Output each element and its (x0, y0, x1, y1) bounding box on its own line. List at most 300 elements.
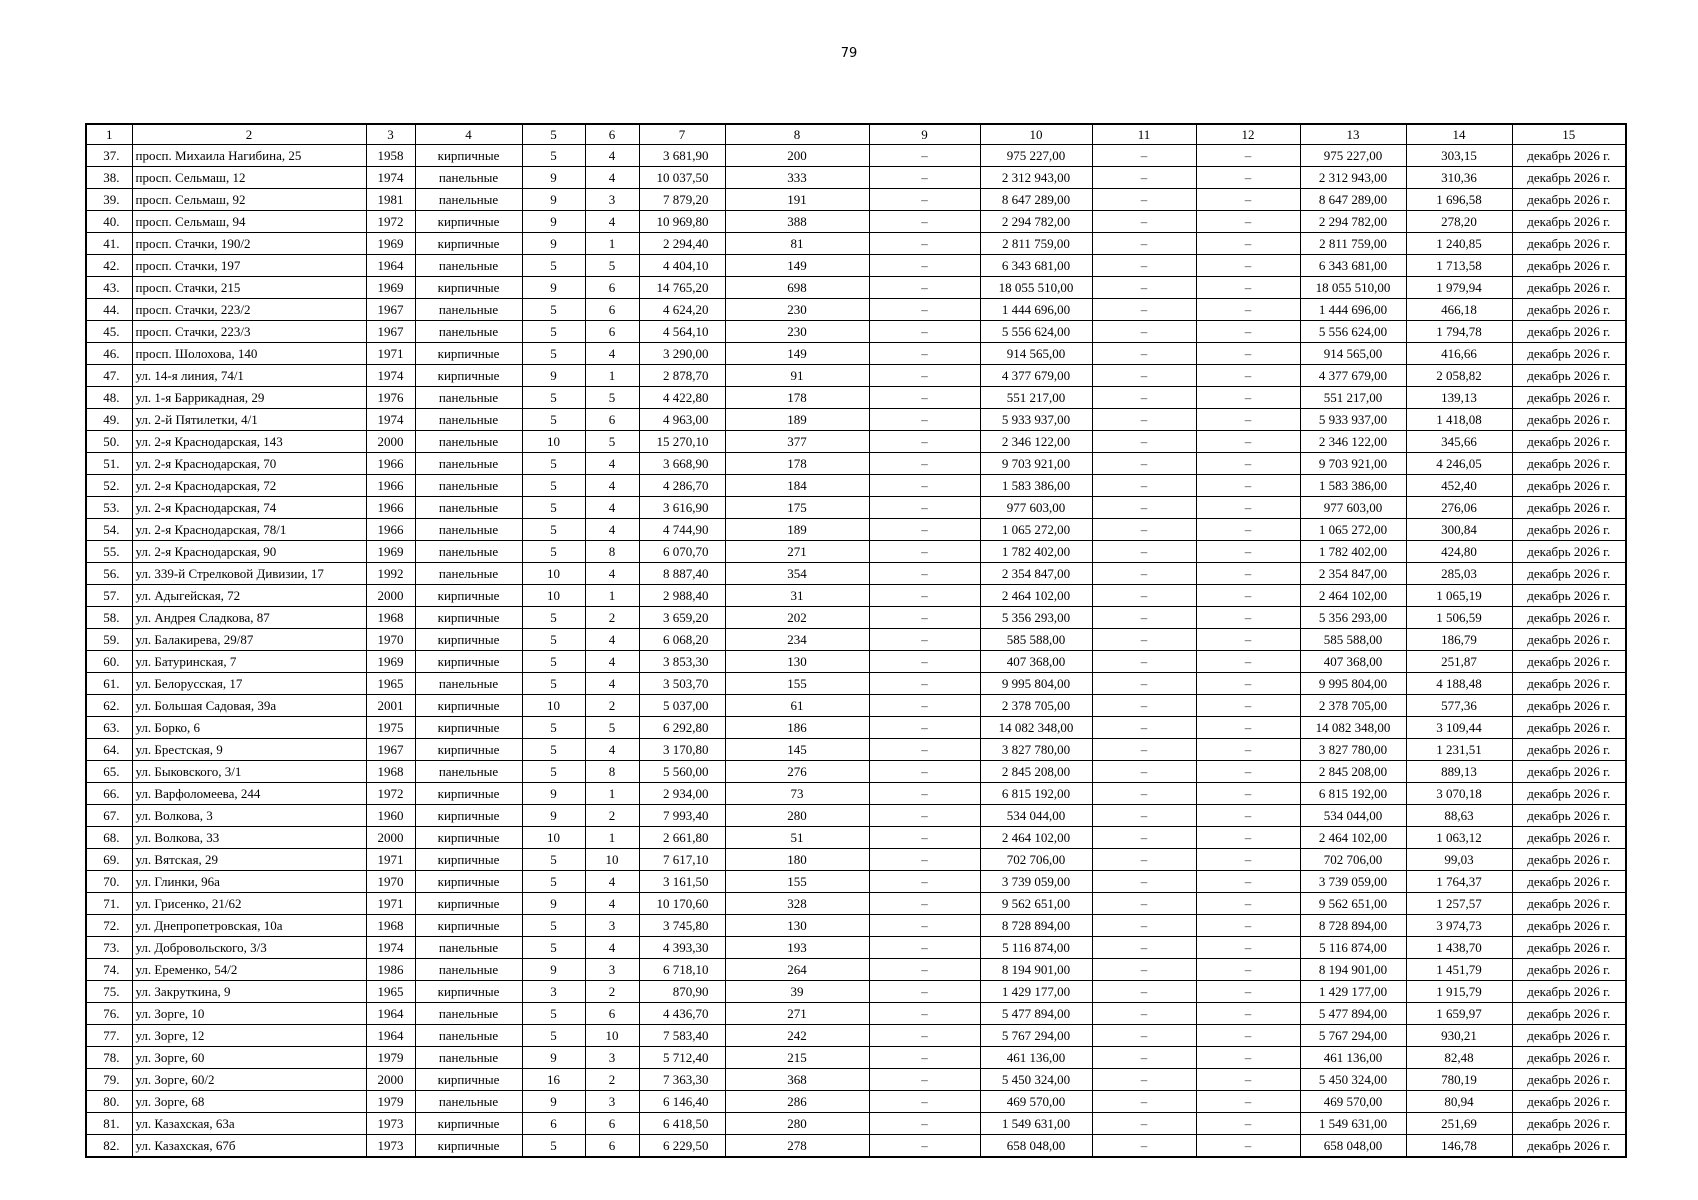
table-row (86, 915, 1626, 937)
cell-cost-col-9: – (869, 1091, 980, 1113)
cell-cost-per-sqm: 1 659,97 (1406, 1003, 1512, 1025)
cell-total-area: 4 422,80 (639, 387, 725, 409)
cell-floors: 3 (522, 981, 585, 1003)
cell-year-built: 1970 (366, 871, 415, 893)
cell-cost-col-13: 702 706,00 (1300, 849, 1406, 871)
cell-total-area: 3 503,70 (639, 673, 725, 695)
cell-year-built: 1974 (366, 365, 415, 387)
cell-address: ул. Казахская, 63а (132, 1113, 366, 1135)
cell-cost-col-13: 2 346 122,00 (1300, 431, 1406, 453)
cell-floors: 5 (522, 321, 585, 343)
column-header: 12 (1196, 124, 1300, 145)
cell-floors: 9 (522, 893, 585, 915)
cell-cost-col-13: 585 588,00 (1300, 629, 1406, 651)
cell-cost-total: 1 782 402,00 (980, 541, 1092, 563)
column-header: 3 (366, 124, 415, 145)
cell-year-built: 1981 (366, 189, 415, 211)
cell-completion-date: декабрь 2026 г. (1512, 651, 1626, 673)
cell-residents: 234 (725, 629, 869, 651)
cell-cost-col-11: – (1092, 1113, 1196, 1135)
cell-floors: 5 (522, 629, 585, 651)
cell-cost-col-9: – (869, 915, 980, 937)
cell-residents: 286 (725, 1091, 869, 1113)
cell-residents: 202 (725, 607, 869, 629)
cell-entrances: 3 (585, 189, 639, 211)
cell-cost-col-11: – (1092, 387, 1196, 409)
cell-cost-col-11: – (1092, 937, 1196, 959)
cell-row-number: 49. (86, 409, 132, 431)
table-row (86, 695, 1626, 717)
cell-residents: 354 (725, 563, 869, 585)
cell-completion-date: декабрь 2026 г. (1512, 1003, 1626, 1025)
cell-cost-col-12: – (1196, 1003, 1300, 1025)
cell-completion-date: декабрь 2026 г. (1512, 607, 1626, 629)
cell-total-area: 4 436,70 (639, 1003, 725, 1025)
cell-year-built: 1973 (366, 1135, 415, 1158)
cell-wall-material: кирпичные (415, 981, 522, 1003)
cell-completion-date: декабрь 2026 г. (1512, 409, 1626, 431)
cell-cost-col-12: – (1196, 277, 1300, 299)
cell-year-built: 1967 (366, 739, 415, 761)
cell-cost-col-12: – (1196, 1069, 1300, 1091)
cell-cost-col-9: – (869, 211, 980, 233)
cell-total-area: 3 290,00 (639, 343, 725, 365)
cell-cost-col-12: – (1196, 849, 1300, 871)
cell-cost-col-12: – (1196, 783, 1300, 805)
cell-cost-col-11: – (1092, 409, 1196, 431)
table-row (86, 981, 1626, 1003)
cell-residents: 51 (725, 827, 869, 849)
cell-entrances: 2 (585, 695, 639, 717)
cell-total-area: 3 668,90 (639, 453, 725, 475)
cell-year-built: 1974 (366, 937, 415, 959)
cell-wall-material: кирпичные (415, 695, 522, 717)
cell-cost-col-13: 9 995 804,00 (1300, 673, 1406, 695)
cell-total-area: 15 270,10 (639, 431, 725, 453)
cell-cost-col-11: – (1092, 717, 1196, 739)
table-row (86, 321, 1626, 343)
cell-cost-col-13: 14 082 348,00 (1300, 717, 1406, 739)
cell-completion-date: декабрь 2026 г. (1512, 915, 1626, 937)
cell-cost-total: 2 811 759,00 (980, 233, 1092, 255)
cell-residents: 130 (725, 651, 869, 673)
cell-cost-col-13: 1 429 177,00 (1300, 981, 1406, 1003)
cell-cost-col-11: – (1092, 783, 1196, 805)
cell-cost-col-9: – (869, 299, 980, 321)
table-row (86, 409, 1626, 431)
cell-cost-per-sqm: 303,15 (1406, 145, 1512, 167)
cell-total-area: 3 745,80 (639, 915, 725, 937)
cell-address: ул. Борко, 6 (132, 717, 366, 739)
cell-cost-col-13: 2 354 847,00 (1300, 563, 1406, 585)
cell-cost-total: 3 739 059,00 (980, 871, 1092, 893)
cell-entrances: 4 (585, 937, 639, 959)
cell-row-number: 51. (86, 453, 132, 475)
cell-address: ул. Вятская, 29 (132, 849, 366, 871)
cell-total-area: 6 718,10 (639, 959, 725, 981)
cell-cost-col-9: – (869, 233, 980, 255)
table-row (86, 1047, 1626, 1069)
cell-cost-col-13: 9 703 921,00 (1300, 453, 1406, 475)
housing-register-table (85, 123, 1627, 1158)
cell-year-built: 1967 (366, 321, 415, 343)
cell-entrances: 3 (585, 1047, 639, 1069)
cell-address: ул. Зорге, 60 (132, 1047, 366, 1069)
cell-completion-date: декабрь 2026 г. (1512, 1047, 1626, 1069)
cell-cost-col-13: 534 044,00 (1300, 805, 1406, 827)
cell-address: ул. Глинки, 96а (132, 871, 366, 893)
cell-cost-total: 5 356 293,00 (980, 607, 1092, 629)
cell-address: ул. Варфоломеева, 244 (132, 783, 366, 805)
cell-cost-col-11: – (1092, 1091, 1196, 1113)
table-row (86, 299, 1626, 321)
cell-cost-col-9: – (869, 343, 980, 365)
cell-residents: 39 (725, 981, 869, 1003)
cell-cost-col-12: – (1196, 563, 1300, 585)
cell-address: ул. Зорге, 68 (132, 1091, 366, 1113)
cell-cost-total: 1 583 386,00 (980, 475, 1092, 497)
cell-cost-total: 551 217,00 (980, 387, 1092, 409)
cell-cost-per-sqm: 345,66 (1406, 431, 1512, 453)
cell-row-number: 76. (86, 1003, 132, 1025)
cell-cost-col-13: 461 136,00 (1300, 1047, 1406, 1069)
table-row (86, 167, 1626, 189)
cell-cost-total: 9 995 804,00 (980, 673, 1092, 695)
cell-cost-col-11: – (1092, 563, 1196, 585)
cell-cost-per-sqm: 276,06 (1406, 497, 1512, 519)
cell-cost-col-9: – (869, 585, 980, 607)
cell-residents: 61 (725, 695, 869, 717)
cell-year-built: 1968 (366, 761, 415, 783)
cell-cost-col-12: – (1196, 167, 1300, 189)
cell-year-built: 1964 (366, 255, 415, 277)
cell-cost-total: 6 815 192,00 (980, 783, 1092, 805)
cell-completion-date: декабрь 2026 г. (1512, 629, 1626, 651)
cell-cost-per-sqm: 1 764,37 (1406, 871, 1512, 893)
cell-cost-col-9: – (869, 1069, 980, 1091)
cell-cost-col-12: – (1196, 739, 1300, 761)
cell-address: ул. Брестская, 9 (132, 739, 366, 761)
cell-row-number: 47. (86, 365, 132, 387)
cell-address: просп. Михаила Нагибина, 25 (132, 145, 366, 167)
cell-total-area: 6 418,50 (639, 1113, 725, 1135)
table-row (86, 739, 1626, 761)
table-row (86, 585, 1626, 607)
cell-cost-col-11: – (1092, 475, 1196, 497)
table-row (86, 937, 1626, 959)
cell-cost-col-11: – (1092, 893, 1196, 915)
cell-cost-col-13: 1 444 696,00 (1300, 299, 1406, 321)
cell-floors: 9 (522, 167, 585, 189)
cell-year-built: 1965 (366, 981, 415, 1003)
cell-cost-col-12: – (1196, 145, 1300, 167)
cell-residents: 215 (725, 1047, 869, 1069)
cell-total-area: 3 170,80 (639, 739, 725, 761)
cell-floors: 5 (522, 607, 585, 629)
cell-total-area: 4 564,10 (639, 321, 725, 343)
cell-residents: 193 (725, 937, 869, 959)
cell-cost-total: 585 588,00 (980, 629, 1092, 651)
cell-residents: 368 (725, 1069, 869, 1091)
cell-year-built: 1971 (366, 343, 415, 365)
cell-cost-per-sqm: 1 696,58 (1406, 189, 1512, 211)
cell-cost-col-12: – (1196, 453, 1300, 475)
cell-residents: 149 (725, 255, 869, 277)
cell-total-area: 7 879,20 (639, 189, 725, 211)
cell-entrances: 2 (585, 981, 639, 1003)
cell-cost-total: 461 136,00 (980, 1047, 1092, 1069)
cell-wall-material: кирпичные (415, 343, 522, 365)
cell-cost-col-12: – (1196, 805, 1300, 827)
cell-floors: 10 (522, 827, 585, 849)
cell-cost-col-11: – (1092, 277, 1196, 299)
cell-entrances: 4 (585, 651, 639, 673)
cell-total-area: 3 616,90 (639, 497, 725, 519)
cell-floors: 10 (522, 585, 585, 607)
cell-year-built: 1966 (366, 519, 415, 541)
cell-address: ул. Грисенко, 21/62 (132, 893, 366, 915)
cell-row-number: 80. (86, 1091, 132, 1113)
cell-cost-col-12: – (1196, 827, 1300, 849)
cell-year-built: 1973 (366, 1113, 415, 1135)
cell-cost-per-sqm: 1 451,79 (1406, 959, 1512, 981)
cell-address: просп. Шолохова, 140 (132, 343, 366, 365)
cell-entrances: 3 (585, 959, 639, 981)
cell-row-number: 78. (86, 1047, 132, 1069)
cell-residents: 280 (725, 1113, 869, 1135)
cell-total-area: 14 765,20 (639, 277, 725, 299)
cell-floors: 9 (522, 211, 585, 233)
cell-residents: 180 (725, 849, 869, 871)
cell-total-area: 2 878,70 (639, 365, 725, 387)
table-row (86, 1113, 1626, 1135)
cell-row-number: 61. (86, 673, 132, 695)
cell-cost-col-12: – (1196, 299, 1300, 321)
cell-completion-date: декабрь 2026 г. (1512, 673, 1626, 695)
cell-cost-col-13: 2 378 705,00 (1300, 695, 1406, 717)
cell-cost-col-11: – (1092, 343, 1196, 365)
table-row (86, 563, 1626, 585)
cell-cost-per-sqm: 1 915,79 (1406, 981, 1512, 1003)
cell-entrances: 1 (585, 827, 639, 849)
cell-completion-date: декабрь 2026 г. (1512, 893, 1626, 915)
cell-cost-total: 975 227,00 (980, 145, 1092, 167)
cell-year-built: 1975 (366, 717, 415, 739)
cell-total-area: 5 560,00 (639, 761, 725, 783)
cell-address: ул. Балакирева, 29/87 (132, 629, 366, 651)
cell-total-area: 3 659,20 (639, 607, 725, 629)
cell-cost-col-9: – (869, 1025, 980, 1047)
cell-cost-per-sqm: 466,18 (1406, 299, 1512, 321)
cell-completion-date: декабрь 2026 г. (1512, 1091, 1626, 1113)
cell-cost-total: 1 065 272,00 (980, 519, 1092, 541)
cell-cost-col-11: – (1092, 453, 1196, 475)
cell-cost-col-13: 5 556 624,00 (1300, 321, 1406, 343)
cell-cost-col-9: – (869, 651, 980, 673)
cell-address: ул. Днепропетровская, 10а (132, 915, 366, 937)
column-header: 14 (1406, 124, 1512, 145)
cell-cost-col-12: – (1196, 695, 1300, 717)
cell-completion-date: декабрь 2026 г. (1512, 321, 1626, 343)
cell-floors: 16 (522, 1069, 585, 1091)
cell-cost-col-11: – (1092, 607, 1196, 629)
cell-residents: 280 (725, 805, 869, 827)
cell-cost-col-12: – (1196, 607, 1300, 629)
cell-year-built: 2001 (366, 695, 415, 717)
cell-row-number: 74. (86, 959, 132, 981)
cell-row-number: 73. (86, 937, 132, 959)
cell-floors: 5 (522, 717, 585, 739)
cell-cost-col-13: 2 464 102,00 (1300, 827, 1406, 849)
cell-cost-col-12: – (1196, 497, 1300, 519)
cell-cost-col-9: – (869, 541, 980, 563)
cell-cost-total: 2 354 847,00 (980, 563, 1092, 585)
cell-wall-material: панельные (415, 937, 522, 959)
cell-address: ул. Закруткина, 9 (132, 981, 366, 1003)
cell-wall-material: кирпичные (415, 651, 522, 673)
cell-wall-material: панельные (415, 959, 522, 981)
cell-residents: 278 (725, 1135, 869, 1158)
cell-cost-col-9: – (869, 255, 980, 277)
cell-wall-material: кирпичные (415, 1113, 522, 1135)
cell-total-area: 5 712,40 (639, 1047, 725, 1069)
cell-cost-col-13: 2 464 102,00 (1300, 585, 1406, 607)
table-row (86, 519, 1626, 541)
cell-cost-col-9: – (869, 827, 980, 849)
cell-cost-total: 658 048,00 (980, 1135, 1092, 1158)
cell-address: просп. Стачки, 215 (132, 277, 366, 299)
cell-cost-col-13: 4 377 679,00 (1300, 365, 1406, 387)
cell-address: просп. Сельмаш, 94 (132, 211, 366, 233)
cell-residents: 189 (725, 519, 869, 541)
cell-row-number: 46. (86, 343, 132, 365)
cell-year-built: 2000 (366, 585, 415, 607)
cell-completion-date: декабрь 2026 г. (1512, 585, 1626, 607)
cell-cost-total: 702 706,00 (980, 849, 1092, 871)
cell-wall-material: панельные (415, 409, 522, 431)
cell-cost-total: 5 556 624,00 (980, 321, 1092, 343)
cell-cost-total: 5 116 874,00 (980, 937, 1092, 959)
cell-cost-per-sqm: 82,48 (1406, 1047, 1512, 1069)
cell-cost-col-9: – (869, 1003, 980, 1025)
cell-cost-col-13: 2 845 208,00 (1300, 761, 1406, 783)
cell-year-built: 1966 (366, 497, 415, 519)
cell-cost-per-sqm: 251,87 (1406, 651, 1512, 673)
cell-cost-col-9: – (869, 849, 980, 871)
cell-cost-col-11: – (1092, 1025, 1196, 1047)
cell-cost-col-12: – (1196, 893, 1300, 915)
cell-cost-col-12: – (1196, 387, 1300, 409)
cell-cost-col-12: – (1196, 629, 1300, 651)
cell-wall-material: панельные (415, 321, 522, 343)
cell-row-number: 59. (86, 629, 132, 651)
cell-completion-date: декабрь 2026 г. (1512, 233, 1626, 255)
cell-total-area: 4 393,30 (639, 937, 725, 959)
cell-cost-col-9: – (869, 1135, 980, 1158)
column-header: 9 (869, 124, 980, 145)
cell-total-area: 6 146,40 (639, 1091, 725, 1113)
cell-wall-material: кирпичные (415, 211, 522, 233)
table-row (86, 365, 1626, 387)
cell-row-number: 75. (86, 981, 132, 1003)
cell-cost-total: 14 082 348,00 (980, 717, 1092, 739)
table-row (86, 761, 1626, 783)
cell-floors: 5 (522, 541, 585, 563)
cell-residents: 149 (725, 343, 869, 365)
cell-wall-material: панельные (415, 1003, 522, 1025)
cell-address: просп. Сельмаш, 12 (132, 167, 366, 189)
column-header: 7 (639, 124, 725, 145)
cell-entrances: 6 (585, 1113, 639, 1135)
cell-entrances: 4 (585, 167, 639, 189)
cell-cost-per-sqm: 889,13 (1406, 761, 1512, 783)
table-row (86, 541, 1626, 563)
cell-residents: 186 (725, 717, 869, 739)
cell-wall-material: панельные (415, 387, 522, 409)
cell-cost-per-sqm: 1 438,70 (1406, 937, 1512, 959)
cell-cost-total: 2 294 782,00 (980, 211, 1092, 233)
cell-total-area: 8 887,40 (639, 563, 725, 585)
cell-cost-col-9: – (869, 167, 980, 189)
cell-entrances: 4 (585, 497, 639, 519)
cell-row-number: 79. (86, 1069, 132, 1091)
cell-wall-material: кирпичные (415, 607, 522, 629)
cell-cost-col-9: – (869, 695, 980, 717)
table-row (86, 783, 1626, 805)
cell-completion-date: декабрь 2026 г. (1512, 1025, 1626, 1047)
column-header: 5 (522, 124, 585, 145)
cell-row-number: 68. (86, 827, 132, 849)
cell-completion-date: декабрь 2026 г. (1512, 519, 1626, 541)
cell-wall-material: панельные (415, 673, 522, 695)
cell-completion-date: декабрь 2026 г. (1512, 849, 1626, 871)
cell-total-area: 7 583,40 (639, 1025, 725, 1047)
cell-row-number: 40. (86, 211, 132, 233)
cell-completion-date: декабрь 2026 г. (1512, 783, 1626, 805)
cell-cost-col-9: – (869, 475, 980, 497)
cell-entrances: 4 (585, 673, 639, 695)
cell-cost-per-sqm: 452,40 (1406, 475, 1512, 497)
cell-address: просп. Стачки, 223/2 (132, 299, 366, 321)
cell-cost-total: 5 450 324,00 (980, 1069, 1092, 1091)
cell-residents: 189 (725, 409, 869, 431)
cell-cost-col-11: – (1092, 673, 1196, 695)
cell-year-built: 1969 (366, 651, 415, 673)
cell-address: просп. Стачки, 223/3 (132, 321, 366, 343)
cell-floors: 10 (522, 431, 585, 453)
cell-wall-material: кирпичные (415, 365, 522, 387)
cell-entrances: 6 (585, 321, 639, 343)
cell-total-area: 4 624,20 (639, 299, 725, 321)
cell-wall-material: кирпичные (415, 915, 522, 937)
cell-row-number: 48. (86, 387, 132, 409)
cell-total-area: 2 988,40 (639, 585, 725, 607)
cell-cost-col-11: – (1092, 365, 1196, 387)
cell-total-area: 2 661,80 (639, 827, 725, 849)
cell-cost-col-9: – (869, 717, 980, 739)
cell-entrances: 5 (585, 717, 639, 739)
cell-cost-per-sqm: 424,80 (1406, 541, 1512, 563)
cell-cost-per-sqm: 3 109,44 (1406, 717, 1512, 739)
cell-row-number: 44. (86, 299, 132, 321)
cell-cost-col-9: – (869, 959, 980, 981)
cell-cost-per-sqm: 4 246,05 (1406, 453, 1512, 475)
cell-floors: 9 (522, 959, 585, 981)
cell-cost-col-12: – (1196, 937, 1300, 959)
cell-cost-total: 18 055 510,00 (980, 277, 1092, 299)
cell-total-area: 4 286,70 (639, 475, 725, 497)
cell-cost-col-12: – (1196, 541, 1300, 563)
